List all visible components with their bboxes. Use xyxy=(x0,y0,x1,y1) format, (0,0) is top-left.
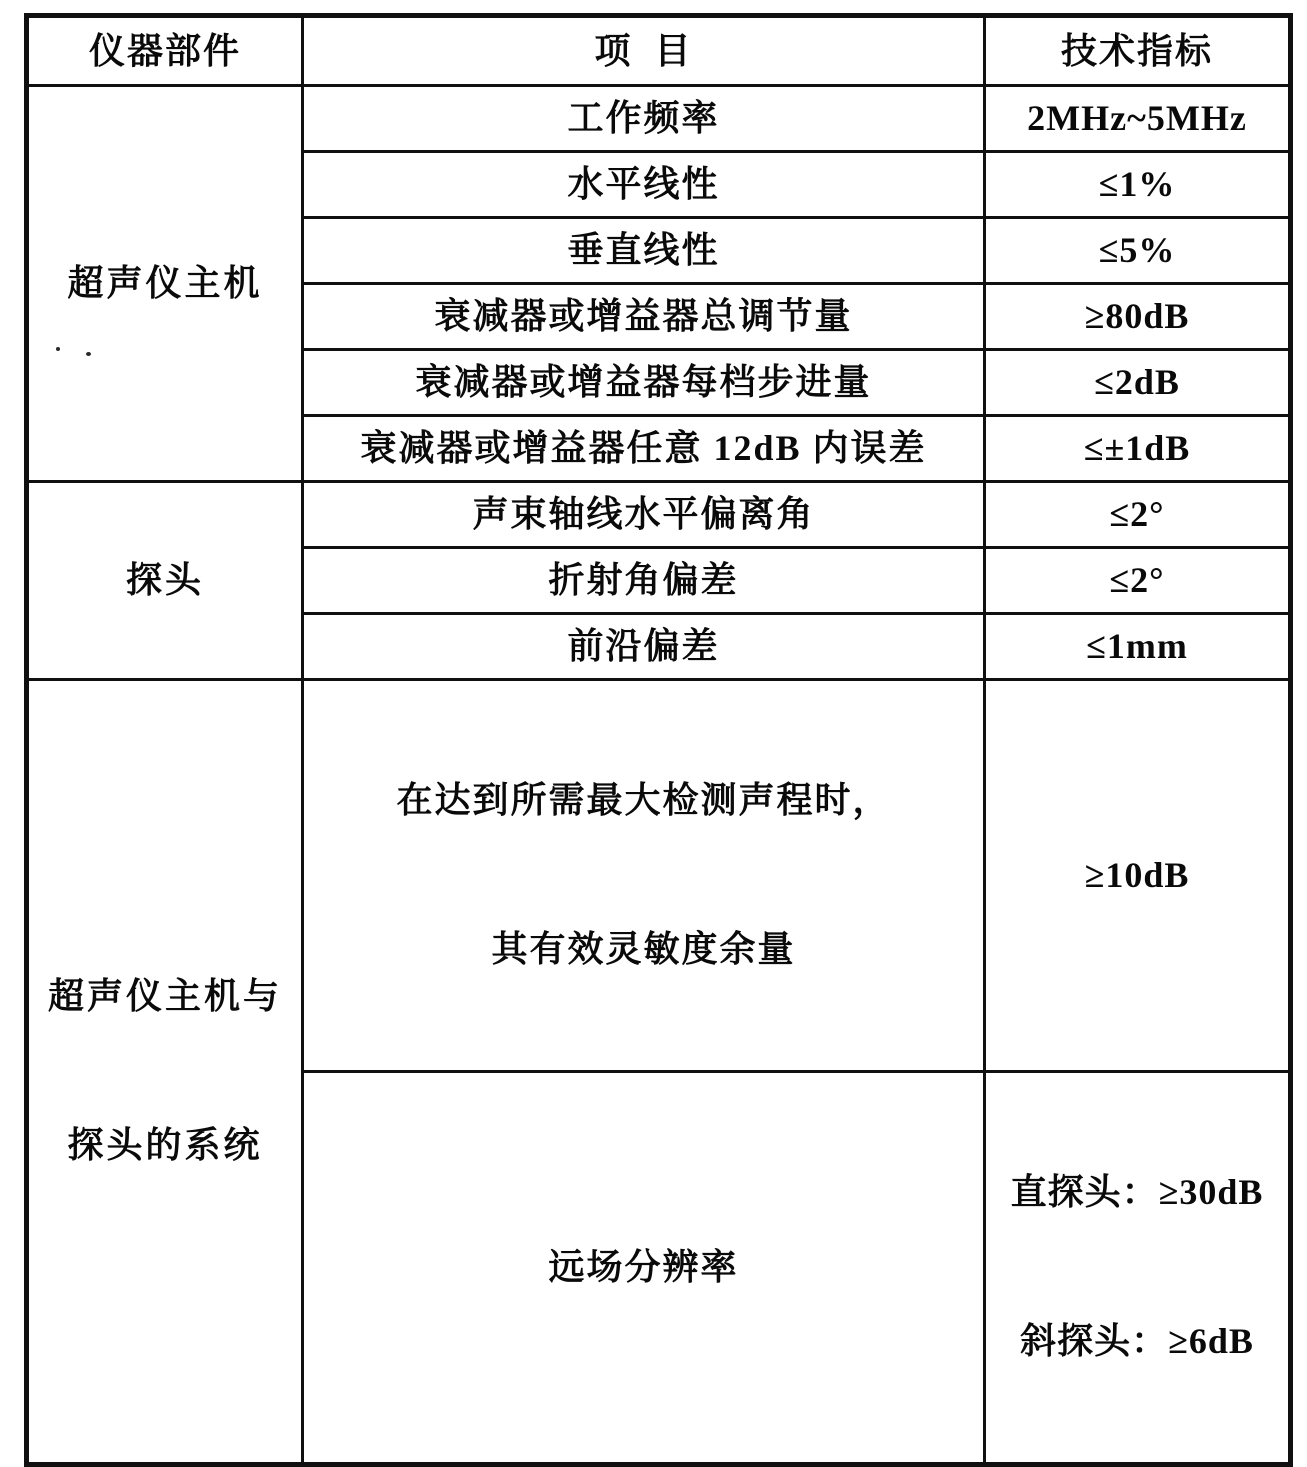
header-row xyxy=(27,16,1291,86)
scan-artifact-dot xyxy=(56,347,60,351)
group-cell-system xyxy=(27,680,303,1465)
cell-spec: 2MHz~5MHz xyxy=(985,86,1291,152)
cell-spec: ≤2° xyxy=(985,482,1291,548)
spec-table xyxy=(24,13,1293,1467)
cell-item: 折射角偏差 xyxy=(303,548,985,614)
scan-artifact-dot xyxy=(86,352,91,356)
column-header-spec: 技术指标 xyxy=(985,16,1291,86)
cell-spec: ≤1mm xyxy=(985,614,1291,680)
column-header-item: 项 目 xyxy=(303,16,985,86)
cell-item: 垂直线性 xyxy=(303,218,985,284)
cell-spec: ≤1% xyxy=(985,152,1291,218)
text-line: 其有效灵敏度余量 xyxy=(491,929,796,970)
cell-spec: ≥10dB xyxy=(985,680,1291,1072)
cell-item: 衰减器或增益器总调节量 xyxy=(303,284,985,350)
cell-item: 前沿偏差 xyxy=(303,614,985,680)
table-row xyxy=(27,680,1291,1072)
cell-item: 远场分辨率 xyxy=(303,1071,985,1464)
cell-item: 衰减器或增益器任意 12dB 内误差 xyxy=(303,416,985,482)
text-line: 在达到所需最大检测声程时， xyxy=(396,780,891,820)
group-cell-probe: 探头 xyxy=(27,482,303,680)
cell-spec: ≤5% xyxy=(985,218,1291,284)
text-line: 斜探头：≥6dB xyxy=(1020,1321,1254,1362)
text-line: 探头的系统 xyxy=(67,1125,263,1166)
table-row xyxy=(27,482,1291,548)
cell-spec: ≥80dB xyxy=(985,284,1291,350)
cell-item: 声束轴线水平偏离角 xyxy=(303,482,985,548)
cell-spec xyxy=(985,1071,1291,1464)
cell-spec: ≤±1dB xyxy=(985,416,1291,482)
cell-item xyxy=(303,680,985,1072)
cell-spec: ≤2dB xyxy=(985,350,1291,416)
group-cell-main-unit: 超声仪主机 xyxy=(27,86,303,482)
cell-item: 工作频率 xyxy=(303,86,985,152)
cell-spec: ≤2° xyxy=(985,548,1291,614)
column-header-component: 仪器部件 xyxy=(27,16,303,86)
text-line: 直探头：≥30dB xyxy=(1010,1171,1264,1212)
cell-item: 衰减器或增益器每档步进量 xyxy=(303,350,985,416)
text-line: 超声仪主机与 xyxy=(47,975,282,1016)
table-row xyxy=(27,86,1291,152)
cell-item: 水平线性 xyxy=(303,152,985,218)
